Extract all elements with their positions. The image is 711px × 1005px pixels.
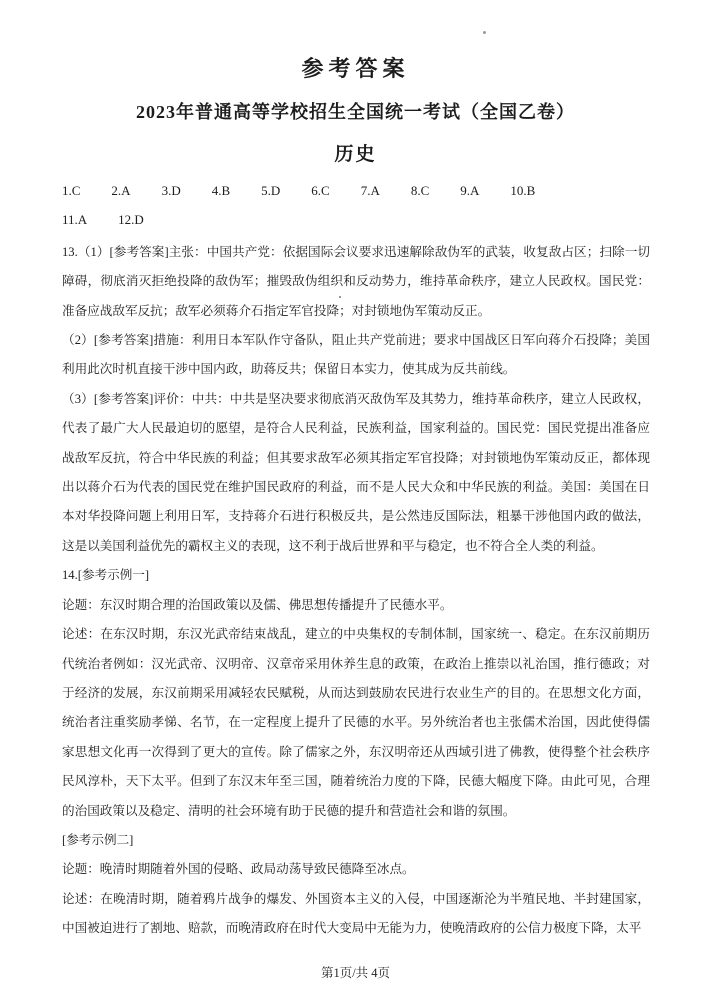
subject-name: 历史 xyxy=(334,144,377,165)
answer-item: 8.C xyxy=(410,183,430,198)
answer-item: 1.C xyxy=(62,183,81,198)
scan-artifact xyxy=(339,296,341,298)
answer-item: 5.D xyxy=(261,183,281,198)
choice-answers-row-2 xyxy=(62,205,649,234)
answer-body xyxy=(62,238,650,944)
q13-part2-answer: （2）[参考答案]措施：利用日本军队作守备队，阻止共产党前进；要求中国战区日军向蒋介石投降；美国利用此次时机直接干涉中国内政，助蒋反共；保留日本实力，使其成为反共前线。 xyxy=(62,333,650,377)
answer-item: 6.C xyxy=(311,183,330,198)
q14-example1-body: 论述：在东汉时期，东汉光武帝结束战乱，建立的中央集权的专制体制，国家统一、稳定。在东汉前期历代统治者例如：汉光武帝、汉明帝、汉章帝采用休养生息的政策，在政治上推崇以礼治国，推行德政；对于经济的发展，东汉前期采用减轻农民赋税，从而达到鼓励农民进行农业生产的目的。在思想文化方面，统治者注重奖励孝悌、名节，在一定程度上提升了民德的水平。另外统治者也主张儒术治国，因此使得儒家思想文化再一次得到了更大的宣传。除了儒家之外，东汉明帝还从西域引进了佛教，使得整个社会秩序民风淳朴，天下太平。但到了东汉末年至三国，随着统治力度的下降，民德大幅度下降。由此可见，合理的治国政策以及稳定、清明的社会环境有助于民德的提升和营造社会和谐的氛围。 xyxy=(62,627,650,818)
answer-item: 10.B xyxy=(510,183,536,198)
q13-part3-answer: （3）[参考答案]评价：中共：中共是坚决要求彻底消灭敌伪军及其势力，维持革命秩序，建立人民政权，代表了最广大人民最迫切的愿望，是符合人民利益，民族利益，国家利益的。国民党：国民党提出准备应战敌军反抗，符合中华民族的利益；但其要求敌军必须其指定军官投降；对封锁地伪军策动反正，都体现出以蒋介石为代表的国民党在维护国民政府的利益，而不是人民大众和中华民族的利益。美国：美国在日本对华投降问题上利用日军，支持蒋介石进行积极反共，是公然违反国际法，粗暴干涉他国内政的做法，这是以美国利益优先的霸权主义的表现，这不利于战后世界和平与稳定，也不符合全人类的利益。 xyxy=(62,391,650,553)
page-number: 第1页/共 4页 xyxy=(320,966,391,980)
answer-item: 9.A xyxy=(460,183,480,198)
q14-example1-label: 14.[参考示例一] xyxy=(62,568,150,583)
answer-item: 4.B xyxy=(211,183,231,198)
answer-item: 7.A xyxy=(360,183,380,198)
q14-example2-topic: 论题：晚清时期随着外国的侵略、政局动荡导致民德降至冰点。 xyxy=(62,862,415,877)
scan-artifact xyxy=(483,31,486,34)
multiple-choice-answers xyxy=(62,176,649,235)
answer-item: 2.A xyxy=(111,183,131,198)
exam-name: 2023年普通高等学校招生全国统一考试（全国乙卷） xyxy=(136,102,575,122)
answer-item: 3.D xyxy=(161,183,181,198)
q13-part1-answer: 13.（1）[参考答案]主张：中国共产党：依据国际会议要求迅速解除敌伪军的武装，收复敌占区；扫除一切障碍，彻底消灭拒绝投降的敌伪军；摧毁敌伪组织和反动势力，维持革命秩序，建立人民政权。国民党：准备应战敌军反抗；敌军必须蒋介石指定军官投降；对封锁地伪军策动反正。 xyxy=(62,244,650,318)
q14-example2-body: 论述：在晚清时期，随着鸦片战争的爆发、外国资本主义的入侵，中国逐渐沦为半殖民地、半封建国家，中国被迫进行了割地、赔款，而晚清政府在时代大变局中无能为力，使晚清政府的公信力极度下降，太平 xyxy=(62,891,650,936)
answer-item: 11.A xyxy=(62,212,88,228)
page-title: 参考答案 xyxy=(301,56,410,81)
q14-example2-label: [参考示例二] xyxy=(62,832,134,847)
answer-item: 12.D xyxy=(118,212,144,228)
q14-example1-topic: 论题：东汉时期合理的治国政策以及儒、佛思想传播提升了民德水平。 xyxy=(62,597,453,612)
choice-answers-row-1 xyxy=(62,176,649,205)
